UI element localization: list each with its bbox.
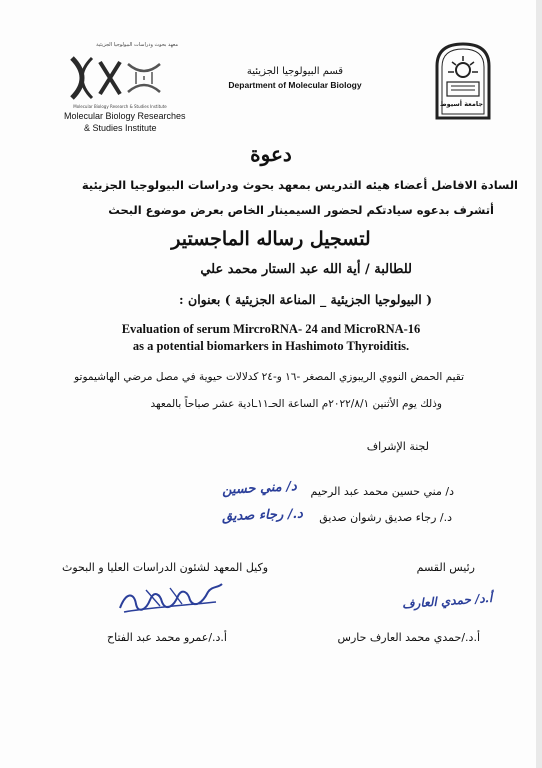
dna-logo-icon (62, 50, 172, 105)
vice-dean-signature (116, 580, 226, 620)
vice-dean-name: أ.د./عمرو محمد عبد الفتاح (107, 631, 227, 644)
subject-department: ( البيولوجيا الجزيئية _ المناعة الجزيئية ) بعنوان : (179, 292, 432, 307)
committee-member-2-signature: د./ رجاء صديق (221, 506, 304, 525)
scan-edge (536, 0, 542, 768)
department-head-name: أ.د./حمدي محمد العارف حارس (337, 631, 480, 644)
institute-name-line1: Molecular Biology Researches (64, 111, 186, 121)
university-logo-text: جامعة أسيوط (439, 100, 483, 108)
vice-dean-title: وكيل المعهد لشئون الدراسات العليا و البحوث (62, 561, 269, 574)
committee-heading: لجنة الإشراف (366, 440, 429, 453)
thesis-heading: لتسجيل رساله الماجستير (171, 228, 371, 250)
institute-logo (62, 50, 172, 105)
committee-member-1-signature: د/ مني حسين (221, 479, 298, 498)
invitation-line2: أتشرف بدعوه سيادتكم لحضور السيمينار الخاص بعرض موضوع البحث (108, 203, 494, 217)
committee-member-2: د./ رجاء صديق رشوان صديق (319, 511, 452, 524)
department-arabic: قسم البيولوجيا الجزيئية (246, 66, 344, 77)
university-seal-icon (433, 40, 493, 120)
university-logo (433, 40, 493, 120)
invitation-title: دعوة (250, 142, 292, 166)
arabic-title: تقيم الحمض النووي الريبوزي المصغر -١٦ و-٢٤ كدلالات حيوية في مصل مرضي الهاشيموتو (74, 371, 464, 383)
department-english: Department of Molecular Biology (228, 80, 362, 90)
logo-small-english: Molecular Biology Research & Studies Institute (73, 104, 167, 109)
logo-small-arabic: معهد بحوث ودراسات البيولوجيا الجزيئية (96, 42, 178, 48)
committee-member-1: د/ مني حسين محمد عبد الرحيم (310, 485, 454, 498)
department-head-signature: أ.د/ حمدي العارف (401, 590, 493, 612)
invitation-line1: السادة الافاضل أعضاء هيئه التدريس بمعهد بحوث ودراسات البيولوجيا الجزيئية (81, 178, 518, 192)
student-name: للطالبة / أية الله عبد الستار محمد علي (200, 262, 412, 277)
date-line: وذلك يوم الأثنين ٢٠٢٢/٨/١م الساعة الحـ١١ـادية عشر صباحاً بالمعهد (150, 398, 442, 410)
department-head-title: رئيس القسم (416, 561, 475, 574)
english-title-line1: Evaluation of serum MircroRNA- 24 and MicroRNA-16 (121, 322, 421, 336)
english-title-line2: as a potential biomarkers in Hashimoto Thyroiditis. (132, 339, 410, 353)
institute-name-line2: & Studies Institute (84, 123, 157, 133)
